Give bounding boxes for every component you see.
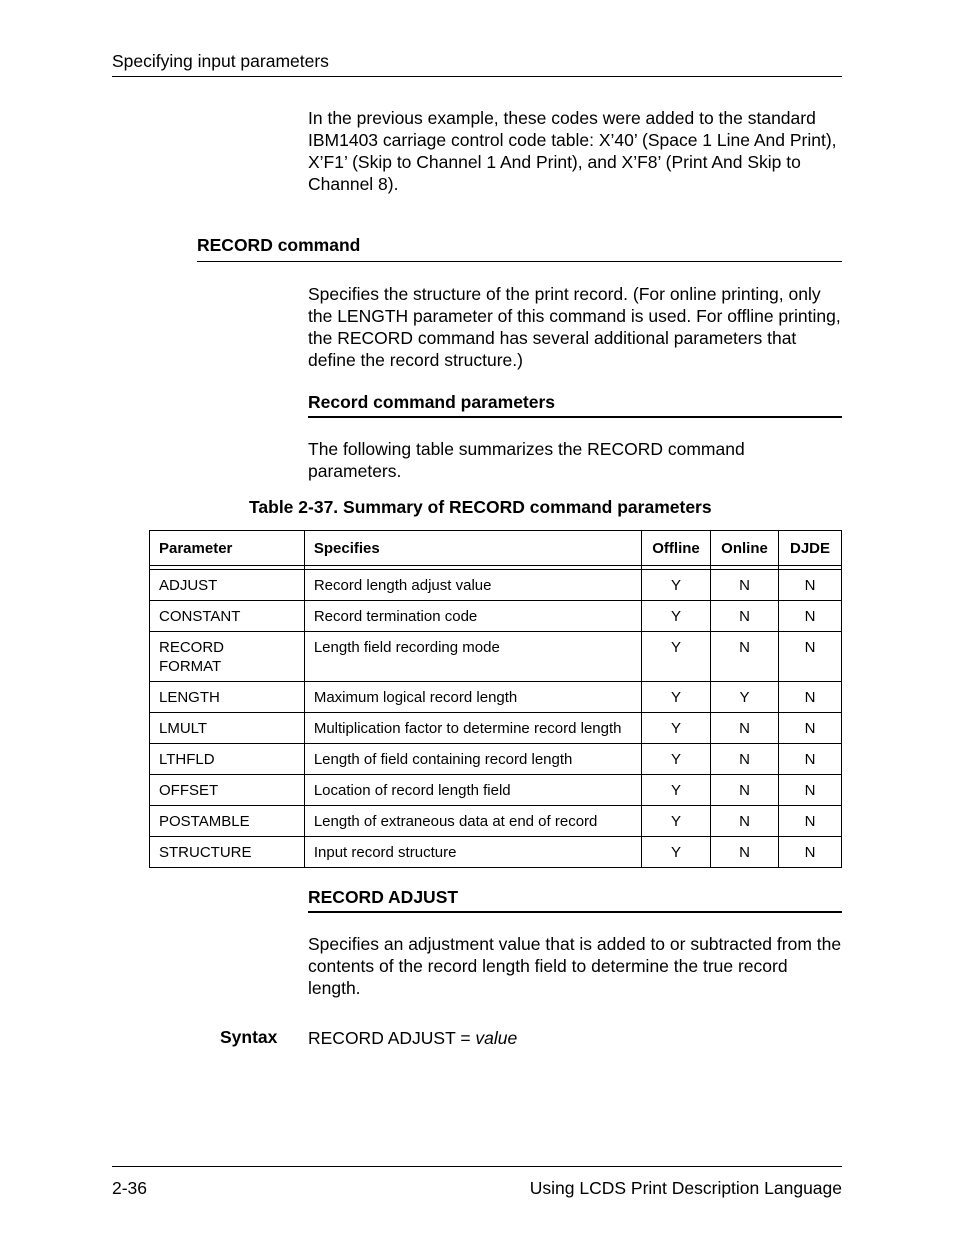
cell-specifies: Record termination code	[304, 601, 641, 632]
cell-online: N	[711, 713, 779, 744]
cell-djde: N	[778, 570, 841, 601]
table-header-row	[150, 531, 842, 566]
cell-online: N	[711, 570, 779, 601]
cell-online: Y	[711, 682, 779, 713]
cell-offline: Y	[642, 601, 711, 632]
record-adjust-description: Specifies an adjustment value that is added to or subtracted from the contents of the record length field to determine the true record length.	[308, 934, 842, 998]
record-command-rule	[197, 261, 842, 262]
record-command-description: Specifies the structure of the print record. (For online printing, only the LENGTH parameter of this command is used. For offline printing, the RECORD command has several additional parameters that define the record structure.)	[308, 284, 841, 370]
syntax-variable: value	[475, 1028, 518, 1048]
cell-offline: Y	[642, 775, 711, 806]
cell-online: N	[711, 632, 779, 682]
table-row	[150, 601, 842, 632]
record-params-rule	[308, 416, 842, 418]
cell-parameter: STRUCTURE	[150, 837, 305, 868]
cell-parameter: LENGTH	[150, 682, 305, 713]
cell-offline: Y	[642, 570, 711, 601]
cell-djde: N	[778, 682, 841, 713]
cell-specifies: Record length adjust value	[304, 570, 641, 601]
cell-djde: N	[778, 775, 841, 806]
column-header: Online	[711, 531, 779, 566]
table-caption: Table 2-37. Summary of RECORD command parameters	[249, 497, 712, 517]
page-number: 2-36	[112, 1178, 148, 1198]
cell-specifies: Location of record length field	[304, 775, 641, 806]
cell-parameter: LTHFLD	[150, 744, 305, 775]
cell-offline: Y	[642, 682, 711, 713]
cell-parameter-line: RECORD	[159, 639, 225, 656]
cell-online: N	[711, 744, 779, 775]
table-row	[150, 806, 842, 837]
book-title: Using LCDS Print Description Language	[529, 1178, 842, 1198]
cell-online: N	[711, 837, 779, 868]
table-row	[150, 744, 842, 775]
cell-djde: N	[778, 837, 841, 868]
table-row	[150, 775, 842, 806]
cell-online: N	[711, 775, 779, 806]
cell-djde: N	[778, 713, 841, 744]
cell-parameter	[150, 632, 305, 682]
cell-parameter: OFFSET	[150, 775, 305, 806]
record-command-heading: RECORD command	[197, 235, 361, 255]
table-row	[150, 713, 842, 744]
cell-djde: N	[778, 744, 841, 775]
running-header: Specifying input parameters	[112, 51, 329, 71]
record-params-heading: Record command parameters	[308, 392, 556, 412]
cell-online: N	[711, 601, 779, 632]
column-header: Parameter	[150, 531, 305, 566]
cell-offline: Y	[642, 837, 711, 868]
cell-offline: Y	[642, 744, 711, 775]
cell-djde: N	[778, 601, 841, 632]
cell-parameter: POSTAMBLE	[150, 806, 305, 837]
table-row	[150, 632, 842, 682]
column-header: Offline	[642, 531, 711, 566]
header-rule	[112, 76, 842, 77]
cell-offline: Y	[642, 806, 711, 837]
cell-parameter: ADJUST	[150, 570, 305, 601]
cell-offline: Y	[642, 713, 711, 744]
intro-paragraph: In the previous example, these codes were added to the standard IBM1403 carriage control code table: X’40’ (Space 1 Line And Print), X’F1’ (Skip to Channel 1 And Print), and X’F8’ (Print And Skip to Channel 8).	[308, 108, 837, 194]
cell-parameter-line: FORMAT	[159, 658, 222, 675]
cell-offline: Y	[642, 632, 711, 682]
syntax-statement	[308, 1027, 517, 1049]
cell-online: N	[711, 806, 779, 837]
table-row	[150, 837, 842, 868]
footer-rule	[112, 1166, 842, 1167]
table-row	[150, 570, 842, 601]
record-adjust-heading: RECORD ADJUST	[308, 887, 459, 907]
cell-specifies: Multiplication factor to determine record length	[304, 713, 641, 744]
table-row	[150, 682, 842, 713]
column-header: Specifies	[304, 531, 641, 566]
cell-specifies: Maximum logical record length	[304, 682, 641, 713]
cell-specifies: Input record structure	[304, 837, 641, 868]
cell-specifies: Length of field containing record length	[304, 744, 641, 775]
cell-djde: N	[778, 632, 841, 682]
record-params-table	[149, 530, 842, 868]
cell-parameter: LMULT	[150, 713, 305, 744]
column-header: DJDE	[778, 531, 841, 566]
cell-specifies: Length of extraneous data at end of record	[304, 806, 641, 837]
cell-djde: N	[778, 806, 841, 837]
syntax-text: RECORD ADJUST =	[308, 1028, 476, 1048]
cell-specifies: Length field recording mode	[304, 632, 641, 682]
record-adjust-rule	[308, 911, 842, 913]
cell-parameter: CONSTANT	[150, 601, 305, 632]
record-params-intro: The following table summarizes the RECORD command parameters.	[308, 439, 745, 481]
syntax-label: Syntax	[220, 1027, 278, 1047]
